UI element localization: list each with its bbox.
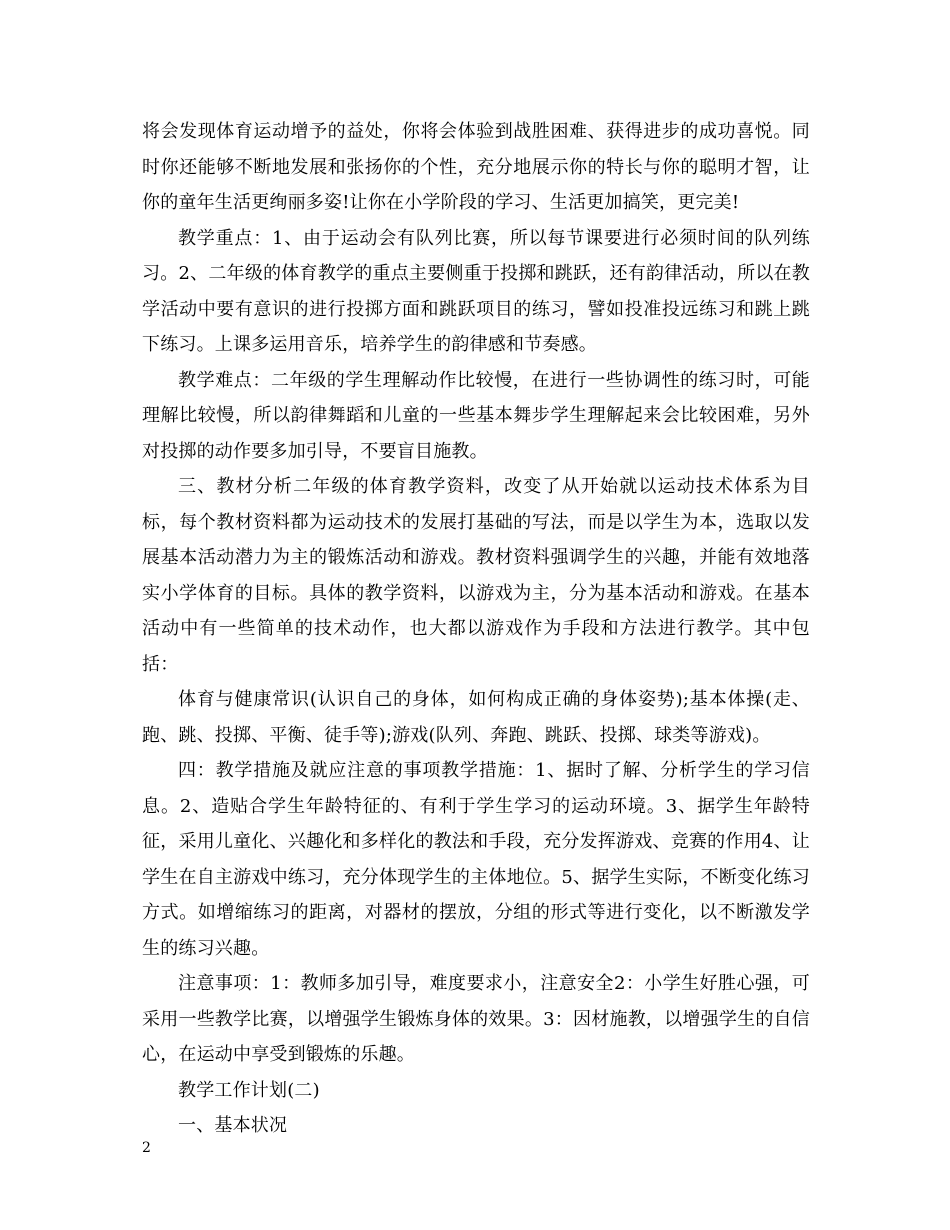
paragraph-notes: 注意事项：1：教师多加引导，难度要求小，注意安全2：小学生好胜心强，可采用一些教学比赛，以增强学生锻炼身体的效果。3：因材施教，以增强学生的自信心，在运动中享受到锻炼的乐趣。 bbox=[142, 973, 810, 1065]
document-body bbox=[142, 114, 810, 1144]
paragraph-intro-continuation: 将会发现体育运动增予的益处，你将会体验到战胜困难、获得进步的成功喜悦。同时你还能够不断地发展和张扬你的个性，充分地展示你的特长与你的聪明才智，让你的童年生活更绚丽多姿!让你在小学阶段的学习、生活更加搞笑，更完美! bbox=[142, 121, 810, 213]
paragraph-material-analysis: 三、教材分析二年级的体育教学资料，改变了从开始就以运动技术体系为目标，每个教材资料都为运动技术的发展打基础的写法，而是以学生为本，选取以发展基本活动潜力为主的锻炼活动和游戏。教材资料强调学生的兴趣，并能有效地落实小学体育的目标。具体的教学资料，以游戏为主，分为基本活动和游戏。在基本活动中有一些简单的技术动作，也大都以游戏作为手段和方法进行教学。其中包括： bbox=[142, 476, 810, 675]
page-number: 2 bbox=[142, 1140, 151, 1156]
paragraph-teaching-measures: 四：教学措施及就应注意的事项教学措施：1、据时了解、分析学生的学习信息。2、造贴合学生年龄特征的、有利于学生学习的运动环境。3、据学生年龄特征，采用儿童化、兴趣化和多样化的教法和手段，充分发挥游戏、竞赛的作用4、让学生在自主游戏中练习，充分体现学生的主体地位。5、据学生实际，不断变化练习方式。如增缩练习的距离，对器材的摆放，分组的形式等进行变化，以不断激发学生的练习兴趣。 bbox=[142, 760, 810, 959]
paragraph-teaching-difficulty: 教学难点：二年级的学生理解动作比较慢，在进行一些协调性的练习时，可能理解比较慢，所以韵律舞蹈和儿童的一些基本舞步学生理解起来会比较困难，另外对投掷的动作要多加引导，不要盲目施教。 bbox=[142, 369, 810, 462]
paragraph-teaching-focus: 教学重点：1、由于运动会有队列比赛，所以每节课要进行必须时间的队列练习。2、二年级的体育教学的重点主要侧重于投掷和跳跃，还有韵律活动，所以在教学活动中要有意识的进行投掷方面和跳跃项目的练习，譬如投准投远练习和跳上跳下练习。上课多运用音乐，培养学生的韵律感和节奏感。 bbox=[142, 227, 810, 355]
paragraph-content-list: 体育与健康常识(认识自己的身体，如何构成正确的身体姿势);基本体操(走、跑、跳、投掷、平衡、徒手等);游戏(队列、奔跑、跳跃、投掷、球类等游戏)。 bbox=[142, 689, 810, 746]
section-heading-basic-situation: 一、基本状况 bbox=[178, 1115, 288, 1136]
section-heading-plan-two: 教学工作计划(二) bbox=[178, 1079, 320, 1101]
